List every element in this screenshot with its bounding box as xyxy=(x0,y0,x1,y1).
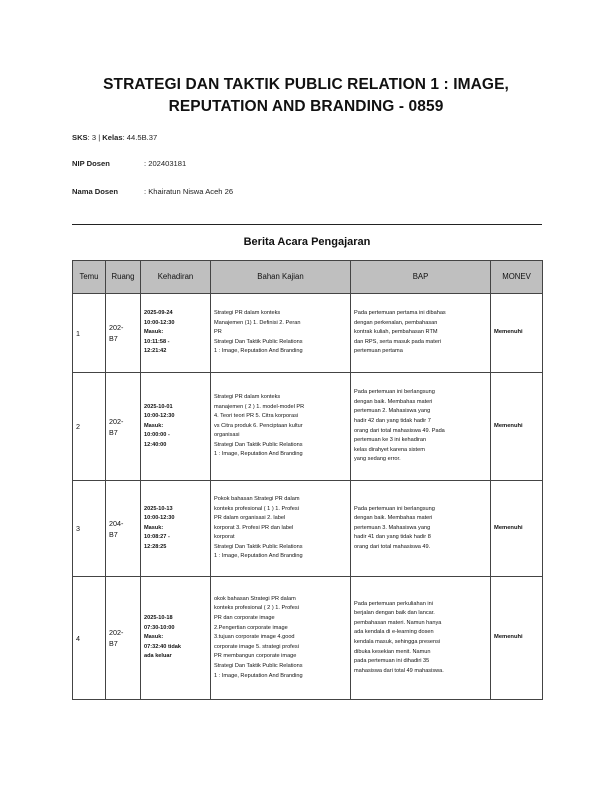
cell-ruang: 202- B7 xyxy=(106,373,141,481)
table-row xyxy=(73,294,543,373)
cell-monev: Memenuhi xyxy=(491,373,543,481)
cell-kehadiran: 2025-10-18 07:30-10:00 Masuk: 07:32:40 tidak ada keluar xyxy=(141,577,211,700)
sks-value: 3 xyxy=(91,133,97,142)
cell-bap: Pada pertemuan ini berlangsung dengan baik. Membahas materi pertemuan 3. Mahasiswa yang hadir 41 dan yang tidak hadir 8 orang dari total mahasiswa 49. xyxy=(351,481,491,577)
cell-kehadiran: 2025-10-13 10:00-12:30 Masuk: 10:08:27 - 12:28:25 xyxy=(141,481,211,577)
cell-kehadiran: 2025-09-24 10:00-12:30 Masuk: 10:11:58 - 12:21:42 xyxy=(141,294,211,373)
table-row xyxy=(73,373,543,481)
cell-temu: 1 xyxy=(73,294,106,373)
cell-temu: 4 xyxy=(73,577,106,700)
sks-label: SKS xyxy=(72,133,88,142)
course-title-line-1: STRATEGI DAN TAKTIK PUBLIC RELATION 1 : IMAGE, xyxy=(103,76,509,93)
table-row xyxy=(73,481,543,577)
course-title-line-2: REPUTATION AND BRANDING - 0859 xyxy=(168,98,444,115)
cell-bap: Pada pertemuan perkuliahan ini berjalan dengan baik dan lancar. pembahasan materi. Namun hanya ada kendala di e-learning dosen kendala masuk, sehingga presensi dibuka kesekian menit. Namun pada pertemuan ini dihadiri 35 mahasiswa dari total 49 mahasiswa. xyxy=(351,577,491,700)
cell-bahan-kajian: okok bahasan Strategi PR dalam konteks profesional ( 2 ) 1. Profesi PR dan corporate image 2.Pengertian corporate image 3.tujuan corporate image 4.good corporate image 5. strategi profesi PR membangun corporate image Strategi Dan Taktik Public Relations 1 : Image, Reputation And Branding xyxy=(211,577,351,700)
header-kehadiran: Kehadiran xyxy=(141,261,211,294)
cell-monev: Memenuhi xyxy=(491,481,543,577)
course-title xyxy=(60,74,552,118)
nama-dosen-label: Nama Dosen xyxy=(72,187,119,196)
cell-ruang: 202- B7 xyxy=(106,294,141,373)
kelas-value: 44.5B.37 xyxy=(126,133,158,142)
sks-kelas-line: SKS: 3 | Kelas: 44.5B.37 xyxy=(72,133,158,142)
nip-label: NIP Dosen xyxy=(72,159,110,168)
table-title: Berita Acara Pengajaran xyxy=(243,236,371,248)
cell-bahan-kajian: Pokok bahasan Strategi PR dalam konteks profesional ( 1 ) 1. Profesi PR dalam organisasi 2. label korporat 3. Profesi PR dan label korporat Strategi Dan Taktik Public Relations 1 : Image, Reputation And Branding xyxy=(211,481,351,577)
header-temu: Temu xyxy=(73,261,106,294)
cell-bap: Pada pertemuan pertama ini dibahas dengan perkenalan, pembahasan kontrak kuliah, pembahasan RTM dan RPS, serta masuk pada materi pertemuan pertama xyxy=(351,294,491,373)
divider xyxy=(72,224,542,225)
berita-acara-table xyxy=(72,260,543,700)
cell-ruang: 204- B7 xyxy=(106,481,141,577)
nip-value: : 202403181 xyxy=(144,159,187,168)
cell-bahan-kajian: Strategi PR dalam konteks manajemen ( 2 ) 1. model-model PR 4. Teori teori PR 5. Citra korporasi vs Citra produk 6. Penciptaan kultur organisasi Strategi Dan Taktik Public Relations 1 : Image, Reputation And Branding xyxy=(211,373,351,481)
nip-line xyxy=(72,159,186,168)
cell-kehadiran: 2025-10-01 10:00-12:30 Masuk: 10:00:00 - 12:40:00 xyxy=(141,373,211,481)
cell-monev: Memenuhi xyxy=(491,577,543,700)
cell-temu: 3 xyxy=(73,481,106,577)
nama-dosen-value: : Khairatun Niswa Aceh 26 xyxy=(144,187,234,196)
cell-bahan-kajian: Strategi PR dalam konteks Manajemen (1) 1. Definisi 2. Peran PR Strategi Dan Taktik Public Relations 1 : Image, Reputation And Branding xyxy=(211,294,351,373)
table-row xyxy=(73,577,543,700)
header-monev: MONEV xyxy=(491,261,543,294)
kelas-label: Kelas xyxy=(102,133,123,142)
cell-bap: Pada pertemuan ini berlangsung dengan baik. Membahas materi pertemuan 2. Mahasiswa yang hadir 42 dan yang tidak hadir 7 orang dari total mahasiswa 49. Pada pertemuan ke 3 ini kehadiran kelas dirahyet karena sistem yang sedang error. xyxy=(351,373,491,481)
nama-dosen-line xyxy=(72,187,233,196)
cell-ruang: 202- B7 xyxy=(106,577,141,700)
table-header-row xyxy=(73,261,543,294)
cell-monev: Memenuhi xyxy=(491,294,543,373)
header-bahan-kajian: Bahan Kajian xyxy=(211,261,351,294)
header-bap: BAP xyxy=(351,261,491,294)
header-ruang: Ruang xyxy=(106,261,141,294)
cell-temu: 2 xyxy=(73,373,106,481)
